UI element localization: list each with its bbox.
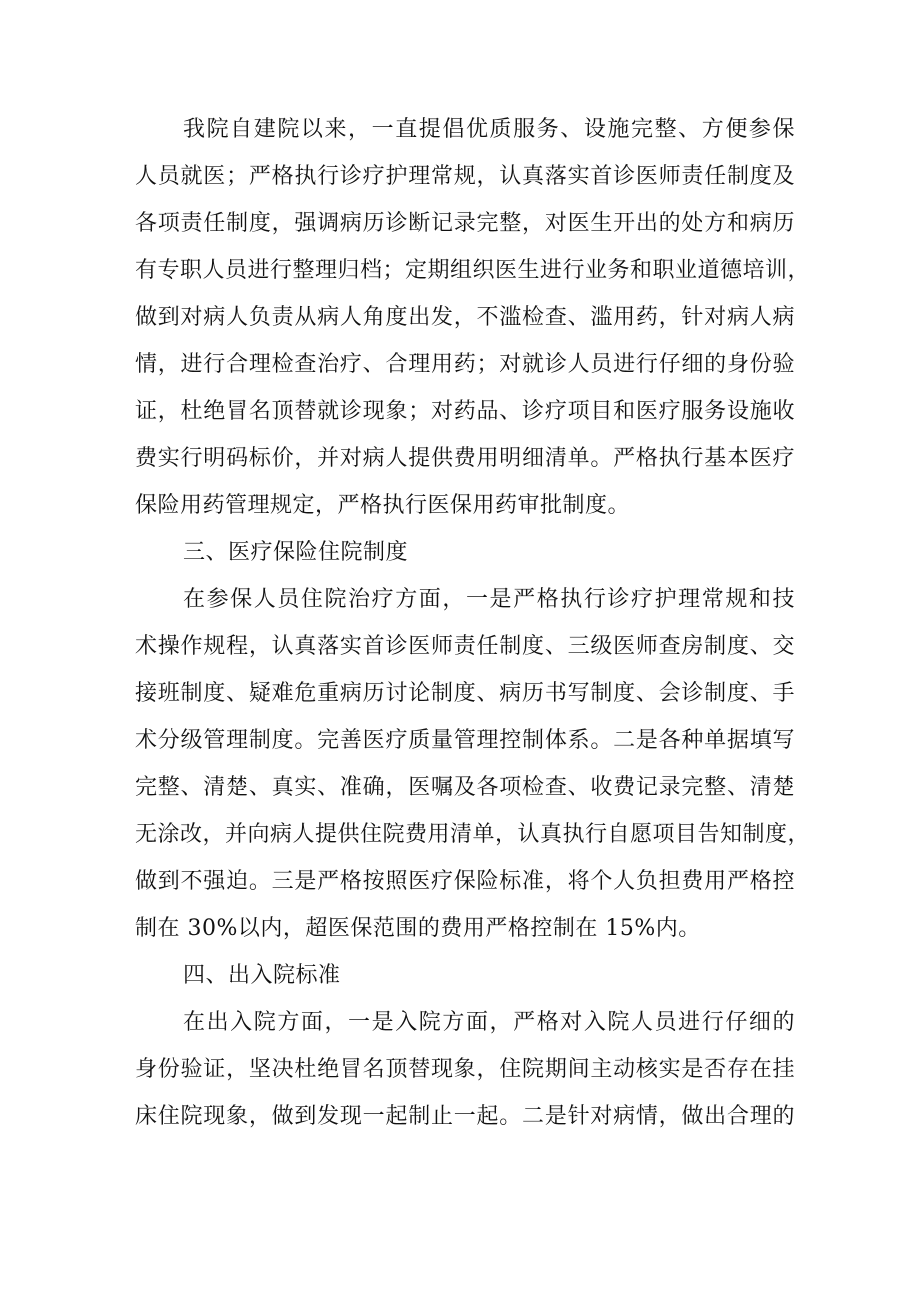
paragraph-line: 做到对病人负责从病人角度出发，不滥检查、滥用药，针对病人病	[135, 305, 795, 330]
paragraph-line: 我院自建院以来，一直提倡优质服务、设施完整、方便参保	[183, 117, 795, 142]
paragraph-line: 无涂改，并向病人提供住院费用清单，认真执行自愿项目告知制度，	[135, 822, 811, 847]
paragraph-line: 人员就医；严格执行诊疗护理常规，认真落实首诊医师责任制度及	[135, 164, 795, 189]
paragraph-line: 接班制度、疑难危重病历讨论制度、病历书写制度、会诊制度、手	[135, 681, 795, 706]
paragraph-line: 制在 30%以内，超医保范围的费用严格控制在 15%内。	[135, 916, 701, 941]
paragraph-line: 在出入院方面，一是入院方面，严格对入院人员进行仔细的	[183, 1010, 795, 1035]
paragraph-line: 各项责任制度，强调病历诊断记录完整，对医生开出的处方和病历	[135, 211, 795, 236]
paragraph-line: 有专职人员进行整理归档；定期组织医生进行业务和职业道德培训，	[135, 258, 811, 283]
section-heading: 三、医疗保险住院制度	[183, 540, 409, 565]
paragraph-line: 身份验证，坚决杜绝冒名顶替现象，住院期间主动核实是否存在挂	[135, 1057, 795, 1082]
paragraph-line: 在参保人员住院治疗方面，一是严格执行诊疗护理常规和技	[183, 587, 795, 612]
paragraph-line: 做到不强迫。三是严格按照医疗保险标准，将个人负担费用严格控	[135, 869, 795, 894]
paragraph-line: 证，杜绝冒名顶替就诊现象；对药品、诊疗项目和医疗服务设施收	[135, 399, 795, 424]
paragraph-line: 费实行明码标价，并对病人提供费用明细清单。严格执行基本医疗	[135, 446, 795, 471]
paragraph-line: 情，进行合理检查治疗、合理用药；对就诊人员进行仔细的身份验	[135, 352, 795, 377]
paragraph-line: 保险用药管理规定，严格执行医保用药审批制度。	[135, 493, 631, 518]
paragraph-line: 术分级管理制度。完善医疗质量管理控制体系。二是各种单据填写	[135, 728, 795, 753]
paragraph-line: 床住院现象，做到发现一起制止一起。二是针对病情，做出合理的	[135, 1104, 795, 1129]
paragraph-line: 术操作规程，认真落实首诊医师责任制度、三级医师查房制度、交	[135, 634, 795, 659]
paragraph-line: 完整、清楚、真实、准确，医嘱及各项检查、收费记录完整、清楚	[135, 775, 795, 800]
section-heading: 四、出入院标准	[183, 963, 341, 988]
